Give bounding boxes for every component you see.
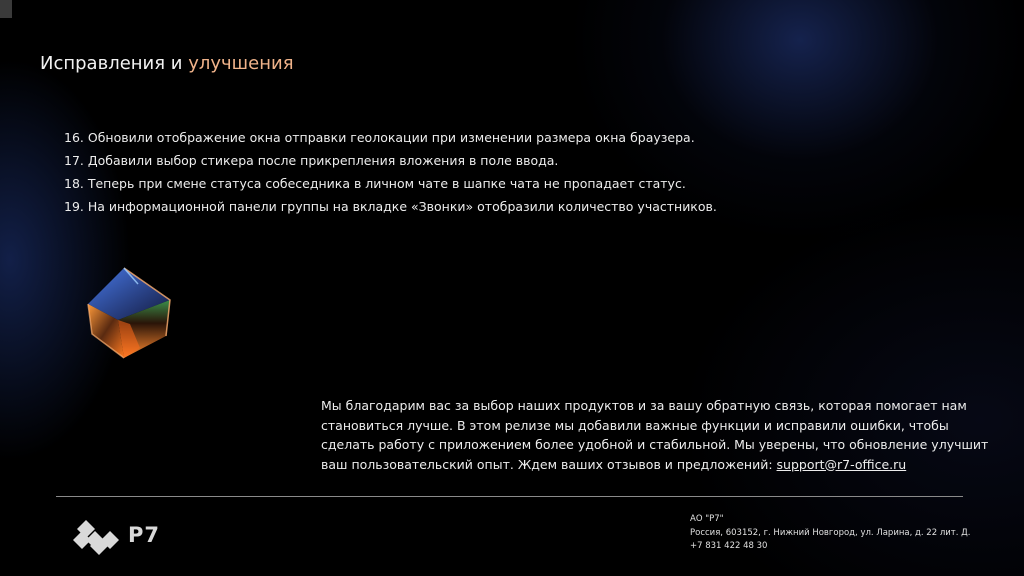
list-item: 18. Теперь при смене статуса собеседника в личном чате в шапке чата не пропадает статус. xyxy=(64,176,686,191)
company-address: Россия, 603152, г. Нижний Новгород, ул. Ларина, д. 22 лит. Д. xyxy=(690,527,971,538)
title-part-main: Исправления и xyxy=(40,53,183,74)
list-item: 19. На информационной панели группы на вкладке «Звонки» отобразили количество участников. xyxy=(64,199,717,214)
thanks-text: Мы благодарим вас за выбор наших продуктов и за вашу обратную связь, которая помогает нам становиться лучше. В этом релизе мы добавили важные функции и исправили ошибки, чтобы сделать работу с приложением более удобной и стабильной. Мы уверены, что обновление улучшит ваш пользовательский опыт. Ждем ваших отзывов и предложений: xyxy=(321,398,989,472)
fixes-list xyxy=(64,126,717,218)
corner-mark xyxy=(0,0,12,18)
thanks-paragraph xyxy=(321,396,991,474)
logo-text: Р7 xyxy=(128,523,161,547)
divider xyxy=(56,496,963,497)
company-phone: +7 831 422 48 30 xyxy=(690,541,768,551)
page-title xyxy=(40,53,294,74)
crystal-cube-icon xyxy=(78,264,178,364)
title-part-accent: улучшения xyxy=(188,53,294,74)
company-name: АО "Р7" xyxy=(690,514,724,524)
list-item: 16. Обновили отображение окна отправки геолокации при изменении размера окна браузера. xyxy=(64,130,695,145)
support-email-link[interactable]: support@r7-office.ru xyxy=(776,456,907,472)
contacts-block xyxy=(690,513,970,554)
list-item: 17. Добавили выбор стикера после прикрепления вложения в поле ввода. xyxy=(64,153,559,168)
